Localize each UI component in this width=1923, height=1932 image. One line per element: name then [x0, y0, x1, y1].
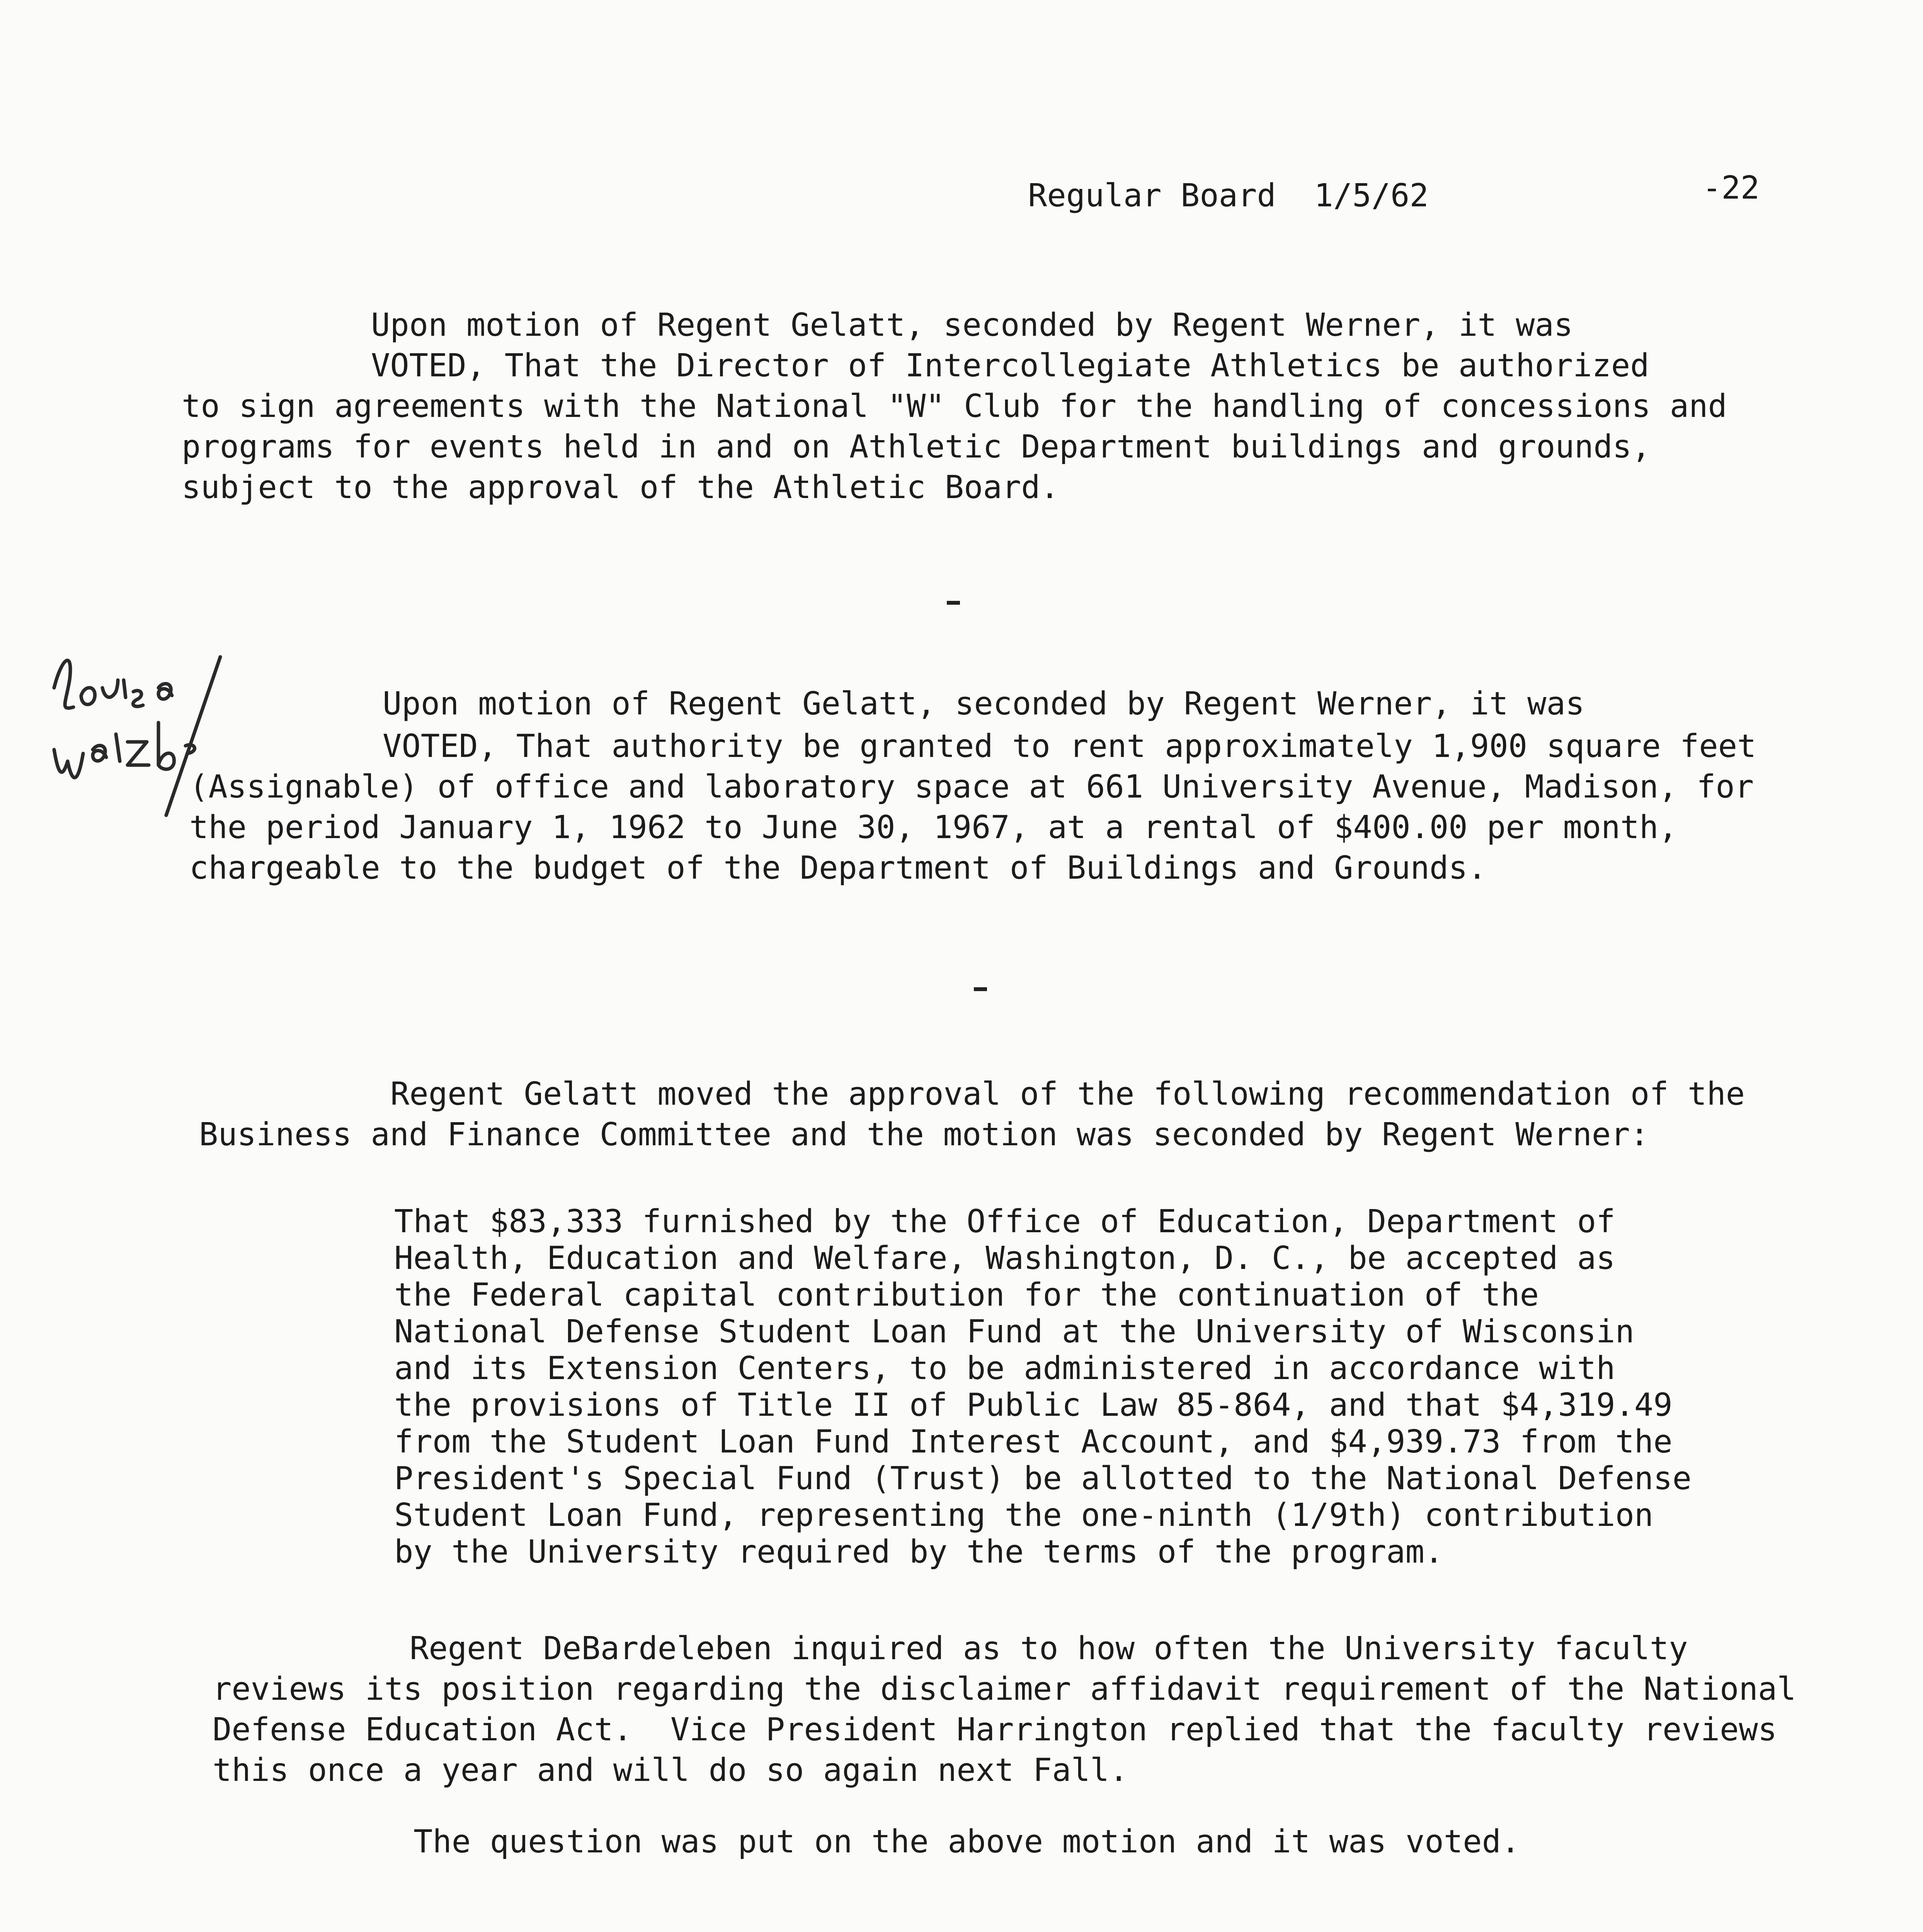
paragraph-line: programs for events held in and on Athletic Department buildings and grounds,	[182, 429, 1651, 465]
paragraph-line: this once a year and will do so again next Fall.	[213, 1752, 1128, 1789]
quote-line: the Federal capital contribution for the continuation of the	[394, 1277, 1539, 1313]
quote-line: That $83,333 furnished by the Office of Education, Department of	[394, 1203, 1615, 1240]
paragraph-line: Regent Gelatt moved the approval of the following recommendation of the	[390, 1076, 1745, 1112]
quote-line: President's Special Fund (Trust) be allotted to the National Defense	[394, 1460, 1692, 1497]
paragraph-line: The question was put on the above motion and it was voted.	[414, 1823, 1520, 1860]
header-page-number: -22	[1702, 170, 1760, 206]
paragraph-line: chargeable to the budget of the Department of Buildings and Grounds.	[189, 850, 1487, 886]
paragraph-line: Upon motion of Regent Gelatt, seconded by Regent Werner, it was	[383, 685, 1585, 722]
paragraph-line: to sign agreements with the National "W" Club for the handling of concessions and	[182, 388, 1727, 425]
quote-line: Health, Education and Welfare, Washington, D. C., be accepted as	[394, 1240, 1615, 1277]
paragraph-line: Business and Finance Committee and the motion was seconded by Regent Werner:	[199, 1116, 1649, 1153]
paragraph-line: the period January 1, 1962 to June 30, 1967, at a rental of $400.00 per month,	[189, 809, 1678, 846]
quote-line: from the Student Loan Fund Interest Account, and $4,939.73 from the	[394, 1423, 1673, 1460]
quote-line: the provisions of Title II of Public Law 85-864, and that $4,319.49	[394, 1387, 1673, 1423]
quote-line: by the University required by the terms of the program.	[394, 1534, 1444, 1570]
paragraph-line: Defense Education Act. Vice President Harrington replied that the faculty reviews	[213, 1711, 1777, 1748]
header-title: Regular Board 1/5/62	[1028, 177, 1429, 214]
paragraph-line: subject to the approval of the Athletic Board.	[182, 469, 1059, 506]
section-divider	[947, 601, 960, 605]
paragraph-line: Regent DeBardeleben inquired as to how often the University faculty	[410, 1630, 1688, 1667]
paragraph-line: VOTED, That authority be granted to rent approximately 1,900 square feet	[383, 728, 1756, 765]
quote-line: and its Extension Centers, to be administered in accordance with	[394, 1350, 1615, 1387]
paragraph-line: (Assignable) of office and laboratory space at 661 University Avenue, Madison, for	[189, 769, 1754, 805]
paragraph-line: VOTED, That the Director of Intercollegiate Athletics be authorized	[371, 347, 1649, 384]
paragraph-line: reviews its position regarding the disclaimer affidavit requirement of the National	[213, 1671, 1796, 1708]
quote-line: Student Loan Fund, representing the one-ninth (1/9th) contribution	[394, 1497, 1654, 1534]
paragraph-line: Upon motion of Regent Gelatt, seconded by Regent Werner, it was	[371, 307, 1573, 344]
quote-line: National Defense Student Loan Fund at the University of Wisconsin	[394, 1313, 1634, 1350]
section-divider	[974, 987, 987, 991]
